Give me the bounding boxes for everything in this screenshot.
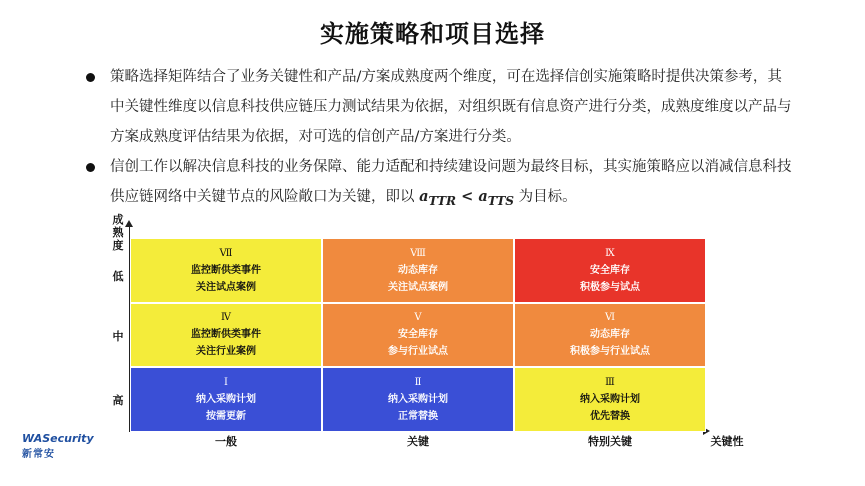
y-tick-label: 高: [112, 394, 124, 407]
cell-line-2: 优先替换: [590, 410, 630, 422]
cell-roman-numeral: Ⅱ: [414, 376, 422, 388]
page-title: 实施策略和项目选择: [320, 20, 545, 48]
x-axis-title: 关键性: [710, 435, 744, 448]
cell-line-2: 积极参与行业试点: [570, 346, 650, 358]
cell-line-2: 参与行业试点: [388, 346, 448, 358]
cell-line-1: 安全库存: [590, 264, 630, 276]
cell-line-1: 动态库存: [590, 329, 630, 341]
y-tick-label: 低: [112, 270, 124, 283]
cell-line-2: 正常替换: [398, 410, 438, 422]
cell-line-1: 纳入采购计划: [196, 393, 256, 405]
y-axis-title: 成 熟 度: [112, 213, 124, 252]
cell-line-1: 安全库存: [398, 329, 438, 341]
matrix-cell: [130, 367, 322, 432]
matrix-cell: [130, 303, 322, 368]
matrix-cell: [514, 367, 706, 432]
cell-line-1: 监控断供类事件: [191, 329, 261, 341]
bullet-text: 信创工作以解决信息科技的业务保障、能力适配和持续建设问题为最终目标，其实施策略应以消减信息科技供应链网络中关键节点的风险敞口为关键，即以: [110, 159, 792, 205]
matrix-cell: [322, 238, 514, 303]
x-tick-label: 特别关键: [588, 435, 632, 448]
cell-line-2: 关注试点案例: [196, 281, 256, 293]
cell-roman-numeral: Ⅲ: [605, 376, 615, 388]
cell-roman-numeral: Ⅷ: [410, 247, 426, 259]
x-tick-label: 关键: [407, 435, 429, 448]
matrix-cell: [322, 303, 514, 368]
cell-roman-numeral: Ⅳ: [221, 312, 231, 324]
cell-roman-numeral: Ⅸ: [605, 247, 615, 259]
cell-line-2: 关注试点案例: [388, 281, 448, 293]
cell-line-1: 监控断供类事件: [191, 264, 261, 276]
y-tick-label: 中: [112, 329, 124, 343]
matrix-cell: [514, 238, 706, 303]
cell-line-2: 按需更新: [206, 410, 246, 422]
formula: $a_{TTR} < a_{TTS}$: [419, 188, 515, 208]
x-tick-label: 一般: [215, 435, 237, 448]
matrix-cell: [322, 367, 514, 432]
bullet-text: 策略选择矩阵结合了业务关键性和产品/方案成熟度两个维度，可在选择信创实施策略时提供决策参考，其中关键性维度以信息科技供应链压力测试结果为依据，对组织既有信息资产进行分类，成熟度维度以产品与方案成熟度评估结果为依据，对可选的信创产品/方案进行分类。: [110, 69, 792, 145]
cell-roman-numeral: Ⅵ: [604, 312, 616, 324]
cell-roman-numeral: Ⅰ: [224, 376, 228, 388]
matrix-cell: [514, 303, 706, 368]
cell-line-1: 动态库存: [398, 264, 438, 276]
logo-subtext: 新常安: [22, 449, 55, 460]
cell-line-1: 纳入采购计划: [580, 393, 640, 405]
cell-line-2: 积极参与试点: [580, 281, 640, 293]
cell-roman-numeral: Ⅴ: [414, 312, 422, 324]
bullet-text-end: 为目标。: [514, 189, 577, 205]
matrix-cell: [130, 238, 322, 303]
cell-line-2: 关注行业案例: [196, 346, 256, 358]
cell-roman-numeral: Ⅶ: [219, 247, 233, 259]
cell-line-1: 纳入采购计划: [388, 393, 448, 405]
logo-text: WASecurity: [22, 432, 94, 445]
brand-logo: [22, 432, 102, 466]
